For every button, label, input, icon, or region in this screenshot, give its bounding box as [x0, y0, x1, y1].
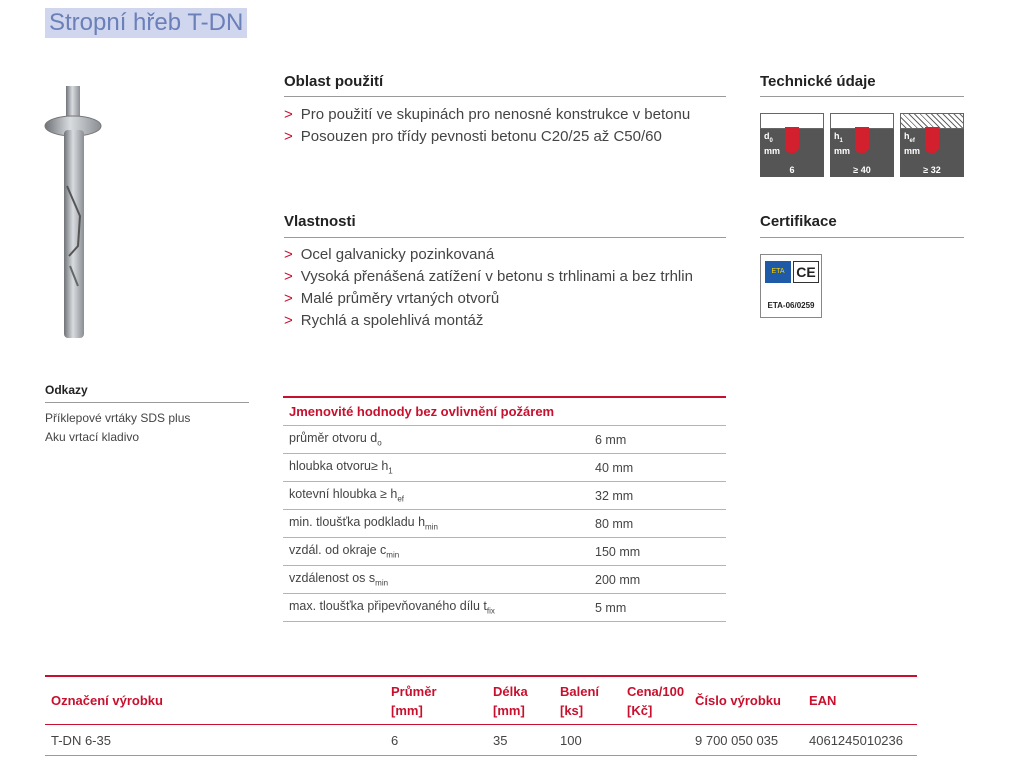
list-item: > Rychlá a spolehlivá montáž	[284, 312, 484, 329]
reference-link[interactable]: Příklepové vrtáky SDS plus	[45, 411, 191, 425]
col-header: Číslo výrobku	[689, 676, 803, 725]
vlastnosti-heading: Vlastnosti	[284, 213, 356, 230]
ce-mark-icon: CE	[793, 261, 819, 283]
col-header: Průměr [mm]	[385, 676, 487, 725]
odkazy-divider	[45, 402, 249, 403]
bullet-icon: >	[284, 290, 293, 307]
list-item: > Vysoká přenášená zatížení v betonu s trhlinami a bez trhlin	[284, 268, 693, 285]
bullet-icon: >	[284, 128, 293, 145]
technicke-divider	[760, 96, 964, 97]
oblast-heading: Oblast použití	[284, 73, 384, 90]
vlastnosti-divider	[284, 237, 726, 238]
bullet-icon: >	[284, 246, 293, 263]
reference-link[interactable]: Aku vrtací kladivo	[45, 430, 140, 444]
bullet-icon: >	[284, 268, 293, 285]
oblast-divider	[284, 96, 726, 97]
product-table	[45, 675, 917, 756]
certifikace-divider	[760, 237, 964, 238]
eta-logo-icon: ETA	[765, 261, 791, 283]
vlastnosti-list	[284, 244, 693, 332]
anchor-depth-icon: $h_{ef}$ mm ≥ 32	[900, 113, 964, 177]
certificate-badge	[760, 254, 822, 318]
certifikace-heading: Certifikace	[760, 213, 837, 230]
list-item: > Pro použití ve skupinách pro nenosné konstrukce v betonu	[284, 106, 691, 123]
table-row: vzdál. od okraje $c_{min}$ 150 mm	[283, 538, 726, 566]
spec-heading: Jmenovité hodnody bez ovlivnění požárem	[283, 397, 726, 426]
product-header-row	[45, 676, 917, 725]
table-row: kotevní hloubka ≥ $h_{ef}$ 32 mm	[283, 482, 726, 510]
odkazy-heading: Odkazy	[45, 383, 88, 397]
table-row: hloubka otvoru≥ $h_1$ 40 mm	[283, 454, 726, 482]
bullet-icon: >	[284, 106, 293, 123]
drill-diameter-icon: $d_0$ mm 6	[760, 113, 824, 177]
spec-table	[283, 396, 726, 622]
col-header: Označení výrobku	[45, 676, 385, 725]
page-title: Stropní hřeb T-DN	[45, 8, 247, 38]
col-header: Cena/100 [Kč]	[621, 676, 689, 725]
table-row: vzdálenost os $s_{min}$ 200 mm	[283, 566, 726, 594]
certificate-code: ETA-06/0259	[767, 301, 815, 310]
odkazy-list	[45, 409, 190, 447]
col-header: EAN	[803, 676, 917, 725]
table-row: min. tloušťka podkladu $h_{min}$ 80 mm	[283, 510, 726, 538]
drill-depth-icon: $h_1$ mm ≥ 40	[830, 113, 894, 177]
list-item: > Posouzen pro třídy pevnosti betonu C20/25 až C50/60	[284, 128, 662, 145]
col-header: Balení [ks]	[554, 676, 621, 725]
product-image	[42, 86, 102, 342]
list-item: > Ocel galvanicky pozinkovaná	[284, 246, 495, 263]
list-item: > Malé průměry vrtaných otvorů	[284, 290, 500, 307]
table-row: průměr otvoru $d_o$ 6 mm	[283, 426, 726, 454]
table-row: T-DN 6-35 6 35 100 9 700 050 035 4061245010236	[45, 725, 917, 756]
technicke-heading: Technické údaje	[760, 73, 876, 90]
oblast-list	[284, 104, 690, 148]
table-row: max. tloušťka připevňovaného dílu $t_{fix}$ 5 mm	[283, 594, 726, 622]
col-header: Délka [mm]	[487, 676, 554, 725]
bullet-icon: >	[284, 312, 293, 329]
